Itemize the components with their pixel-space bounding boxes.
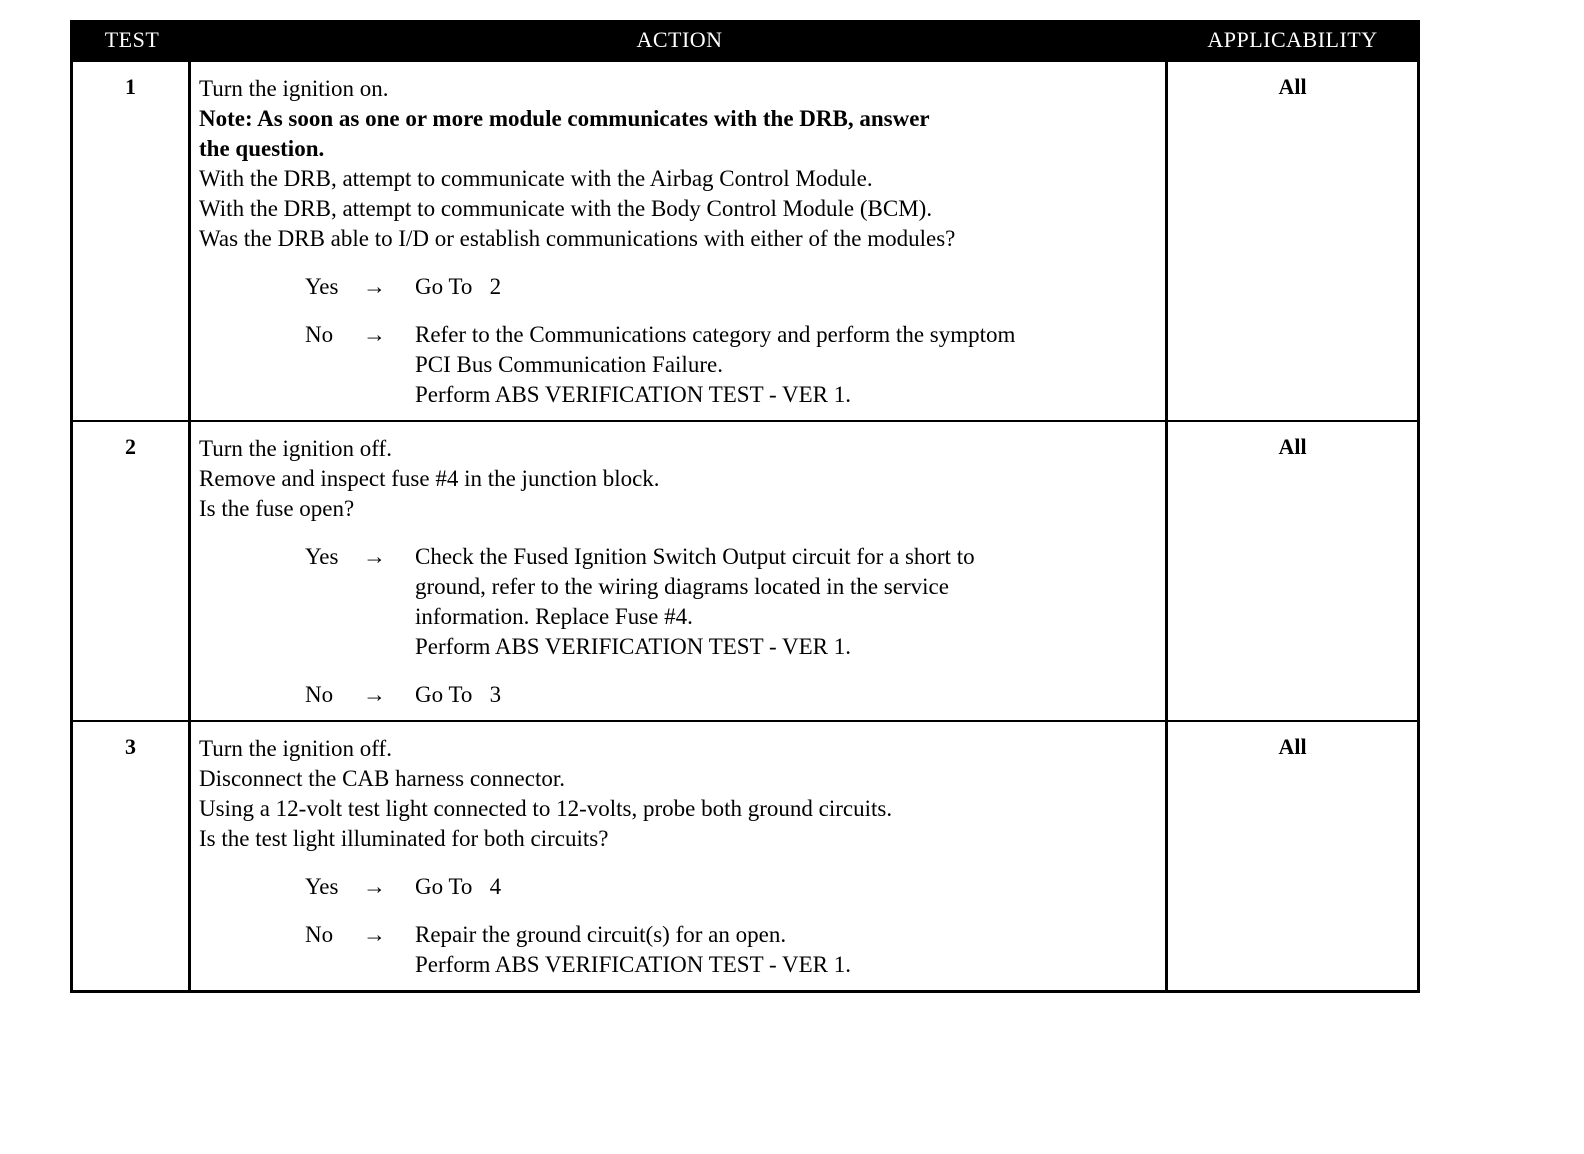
table-row: [73, 420, 1417, 720]
response-no: [199, 920, 1157, 980]
test-number: 2: [73, 422, 191, 720]
test-number: 1: [73, 62, 191, 420]
diagnostic-test-table: [70, 20, 1420, 993]
response-text: [415, 680, 1157, 710]
action-line: Turn the ignition on.: [199, 76, 389, 101]
action-line: Disconnect the CAB harness connector.: [199, 766, 565, 791]
arrow-right-icon: →: [363, 544, 386, 569]
response-text: [415, 272, 1157, 302]
goto-line: Go To 3: [415, 682, 502, 707]
response-label: No: [305, 682, 334, 707]
response-line: PCI Bus Communication Failure.: [415, 352, 723, 377]
table-header: [73, 20, 1417, 60]
arrow-right-icon: →: [363, 874, 386, 899]
response-line: Perform ABS VERIFICATION TEST - VER 1.: [415, 952, 851, 977]
header-test: TEST: [104, 27, 160, 52]
response-text: [415, 872, 1157, 902]
action-cell: [191, 62, 1168, 420]
action-line: With the DRB, attempt to communicate with the Airbag Control Module.: [199, 166, 873, 191]
question-line: Was the DRB able to I/D or establish communications with either of the modules?: [199, 226, 956, 251]
response-text: [415, 542, 1157, 662]
action-cell: [191, 722, 1168, 990]
response-text: [415, 920, 1157, 980]
applicability-value: All: [1278, 74, 1307, 99]
header-applicability: APPLICABILITY: [1207, 27, 1378, 52]
table-row: [73, 60, 1417, 420]
arrow-right-icon: →: [363, 682, 386, 707]
arrow-right-icon: →: [363, 322, 386, 347]
response-label: Yes: [305, 874, 339, 899]
test-number: 3: [73, 722, 191, 990]
response-line: information. Replace Fuse #4.: [415, 604, 693, 629]
action-line: Turn the ignition off.: [199, 736, 392, 761]
response-label: No: [305, 322, 334, 347]
question-line: Is the fuse open?: [199, 496, 355, 521]
response-label: No: [305, 922, 334, 947]
response-line: Refer to the Communications category and perform the symptom: [415, 322, 1016, 347]
applicability-value: All: [1278, 734, 1307, 759]
response-line: Perform ABS VERIFICATION TEST - VER 1.: [415, 634, 851, 659]
note-line: the question.: [199, 136, 325, 161]
response-yes: [199, 542, 1157, 662]
goto-line: Go To 2: [415, 274, 502, 299]
response-line: Check the Fused Ignition Switch Output circuit for a short to: [415, 544, 975, 569]
action-line: Remove and inspect fuse #4 in the junction block.: [199, 466, 660, 491]
response-yes: [199, 872, 1157, 902]
response-label: Yes: [305, 274, 339, 299]
response-label: Yes: [305, 544, 339, 569]
table-row: [73, 720, 1417, 990]
goto-line: Go To 4: [415, 874, 502, 899]
arrow-right-icon: →: [363, 274, 386, 299]
arrow-right-icon: →: [363, 922, 386, 947]
action-line: Turn the ignition off.: [199, 436, 392, 461]
action-cell: [191, 422, 1168, 720]
question-line: Is the test light illuminated for both circuits?: [199, 826, 609, 851]
response-text: [415, 320, 1157, 410]
response-line: Perform ABS VERIFICATION TEST - VER 1.: [415, 382, 851, 407]
applicability-value: All: [1278, 434, 1307, 459]
header-action: ACTION: [636, 27, 723, 52]
note-line: Note: As soon as one or more module communicates with the DRB, answer: [199, 106, 930, 131]
response-yes: [199, 272, 1157, 302]
response-line: Repair the ground circuit(s) for an open.: [415, 922, 787, 947]
action-line: Using a 12-volt test light connected to 12-volts, probe both ground circuits.: [199, 796, 893, 821]
action-line: With the DRB, attempt to communicate with the Body Control Module (BCM).: [199, 196, 933, 221]
response-line: ground, refer to the wiring diagrams located in the service: [415, 574, 949, 599]
response-no: [199, 680, 1157, 710]
response-no: [199, 320, 1157, 410]
